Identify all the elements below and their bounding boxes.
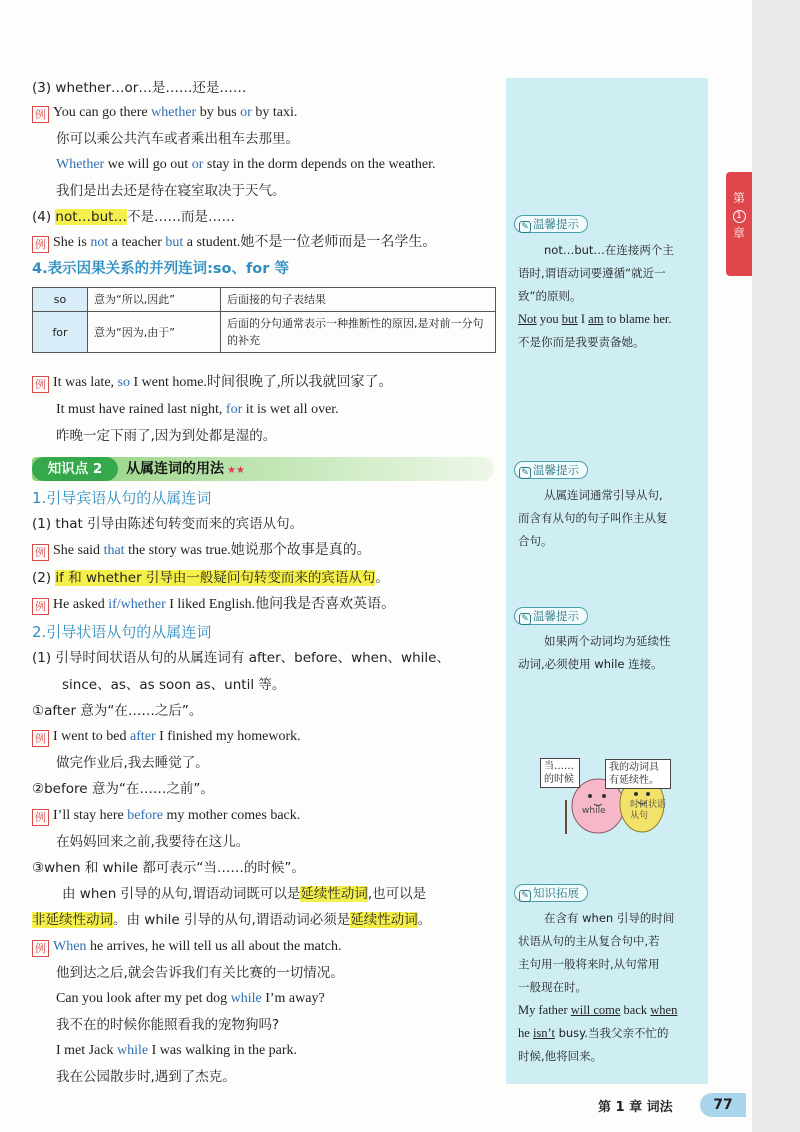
example-marker-icon: 例 [32, 598, 49, 615]
paragraph-line-2: 非延续性动词。由 while 引导的从句,谓语动词必须是延续性动词。 [32, 912, 432, 928]
example-marker-icon: 例 [32, 236, 49, 253]
conjunction-when-while: ③when 和 while 都可表示“当……的时候”。 [32, 860, 305, 876]
item-4-heading: (4) not…but…不是……而是…… [32, 209, 235, 225]
example-5-translation: 昨晚一定下雨了,因为到处都是湿的。 [56, 428, 277, 444]
extension-line: 一般现在时。 [518, 980, 587, 994]
tip1-line: 语时,谓语动词要遵循“就近一 [518, 266, 666, 280]
example-9: 例 I’ll stay here before my mother comes back. [32, 806, 300, 826]
lightbulb-icon: ✎ [519, 467, 531, 479]
example-10-translation: 他到达之后,就会告诉我们有关比赛的一切情况。 [56, 965, 344, 981]
example-marker-icon: 例 [32, 809, 49, 826]
extension-line: 主句用一般将来时,从句常用 [518, 957, 660, 971]
example-marker-icon: 例 [32, 940, 49, 957]
conjunction-table [32, 287, 496, 353]
example-2: Whether we will go out or stay in the dorm depends on the weather. [56, 157, 436, 172]
tip1-translation: 不是你而是我要责备她。 [518, 335, 645, 349]
example-6: 例 She said that the story was true.她说那个故事是真的。 [32, 541, 371, 561]
example-7: 例 He asked if/whether I liked English.他问我是否喜欢英语。 [32, 595, 395, 615]
tip2-line: 从属连词通常引导从句, [544, 488, 663, 502]
example-marker-icon: 例 [32, 730, 49, 747]
example-4: 例 It was late, so I went home.时间很晚了,所以我就回家了。 [32, 373, 392, 393]
tip1-line: not…but…在连接两个主 [544, 243, 674, 257]
extension-line: 在含有 when 引导的时间 [544, 911, 675, 925]
tip2-line: 而含有从句的句子叫作主从复 [518, 511, 668, 525]
tip1-line: 致”的原则。 [518, 289, 582, 303]
point-3-continued: since、as、as soon as、until 等。 [62, 677, 286, 693]
example-1: 例 You can go there whether by bus or by taxi. [32, 103, 297, 123]
table-cell-note: 后面的分句通常表示一种推断性的原因,是对前一分句的补充 [221, 312, 496, 353]
speech-bubble-right: 我的动词具有延续性。 [605, 759, 671, 789]
lightbulb-icon: ✎ [519, 613, 531, 625]
page-number: 77 [700, 1093, 746, 1117]
example-12: I met Jack while I was walking in the park. [56, 1043, 298, 1058]
point-1: (1) that 引导由陈述句转变而来的宾语从句。 [32, 516, 304, 532]
paragraph-line-1: 由 when 引导的从句,谓语动词既可以是延续性动词,也可以是 [62, 886, 427, 902]
point-3: (1) 引导时间状语从句的从属连词有 after、before、when、while、 [32, 650, 450, 666]
extension-translation: 时候,他将回来。 [518, 1049, 603, 1063]
tip-badge: ✎ 温馨提示 [514, 215, 588, 233]
table-cell-meaning: 意为“因为,由于” [88, 312, 221, 353]
conjunction-before: ②before 意为“在……之前”。 [32, 781, 214, 797]
extension-line: 状语从句的主从复合句中,若 [518, 934, 660, 948]
point-2: (2) if 和 whether 引导由一般疑问句转变而来的宾语从句。 [32, 570, 389, 586]
example-11-translation: 我不在的时候你能照看我的宠物狗吗? [56, 1017, 280, 1033]
table-cell-word: for [33, 312, 88, 353]
lightbulb-icon: ✎ [519, 221, 531, 233]
item-3-heading: (3) whether…or…是……还是…… [32, 80, 247, 96]
tip-badge: ✎ 温馨提示 [514, 607, 588, 625]
table-cell-meaning: 意为“所以,因此” [88, 288, 221, 312]
example-9-translation: 在妈妈回来之前,我要待在这儿。 [56, 834, 250, 850]
extension-example: he isn’t busy.当我父亲不忙的 [518, 1026, 669, 1040]
example-11: Can you look after my pet dog while I’m away? [56, 991, 325, 1006]
heading-4-causal-conjunctions: 4.表示因果关系的并列连词:so、for 等 [32, 261, 289, 277]
tip-badge: ✎ 温馨提示 [514, 461, 588, 479]
conjunction-after: ①after 意为“在……之后”。 [32, 703, 203, 719]
example-10: 例 When he arrives, he will tell us all about the match. [32, 937, 341, 957]
example-8-translation: 做完作业后,我去睡觉了。 [56, 755, 209, 771]
example-marker-icon: 例 [32, 544, 49, 561]
character-label-while: while [582, 806, 606, 816]
character-label-clause: 时间状语从句 [630, 800, 667, 821]
section-1-heading: 1.引导宾语从句的从属连词 [32, 489, 212, 507]
lightbulb-icon: ✎ [519, 890, 531, 902]
example-marker-icon: 例 [32, 376, 49, 393]
knowledge-point-badge: 知识点 2 [32, 457, 118, 481]
extension-example: My father will come back when [518, 1003, 678, 1017]
knowledge-point-title: 从属连词的用法 ★★ [126, 461, 245, 477]
chapter-tab: 第 1 章 [726, 172, 752, 276]
footer-chapter-title: 第 1 章 词法 [598, 1100, 673, 1115]
example-3: 例 She is not a teacher but a student.她不是一位老师而是一名学生。 [32, 233, 436, 253]
section-2-heading: 2.引导状语从句的从属连词 [32, 623, 212, 641]
example-2-translation: 我们是出去还是待在寝室取决于天气。 [56, 183, 286, 199]
table-row [33, 288, 496, 312]
example-1-translation: 你可以乘公共汽车或者乘出租车去那里。 [56, 131, 299, 147]
example-12-translation: 我在公园散步时,遇到了杰克。 [56, 1069, 236, 1085]
tip2-line: 合句。 [518, 534, 553, 548]
example-marker-icon: 例 [32, 106, 49, 123]
table-cell-note: 后面接的句子表结果 [221, 288, 496, 312]
table-cell-word: so [33, 288, 88, 312]
knowledge-extension-badge: ✎ 知识拓展 [514, 884, 588, 902]
tip1-example: Not you but I am to blame her. [518, 312, 672, 326]
speech-bubble-left: 当……的时候 [540, 758, 580, 788]
example-8: 例 I went to bed after I finished my homework. [32, 727, 301, 747]
tip3-line: 动词,必须使用 while 连接。 [518, 657, 663, 671]
example-5: It must have rained last night, for it is wet all over. [56, 402, 339, 417]
difficulty-stars-icon: ★★ [227, 465, 245, 476]
table-row [33, 312, 496, 353]
tip3-line: 如果两个动词均为延续性 [544, 634, 671, 648]
